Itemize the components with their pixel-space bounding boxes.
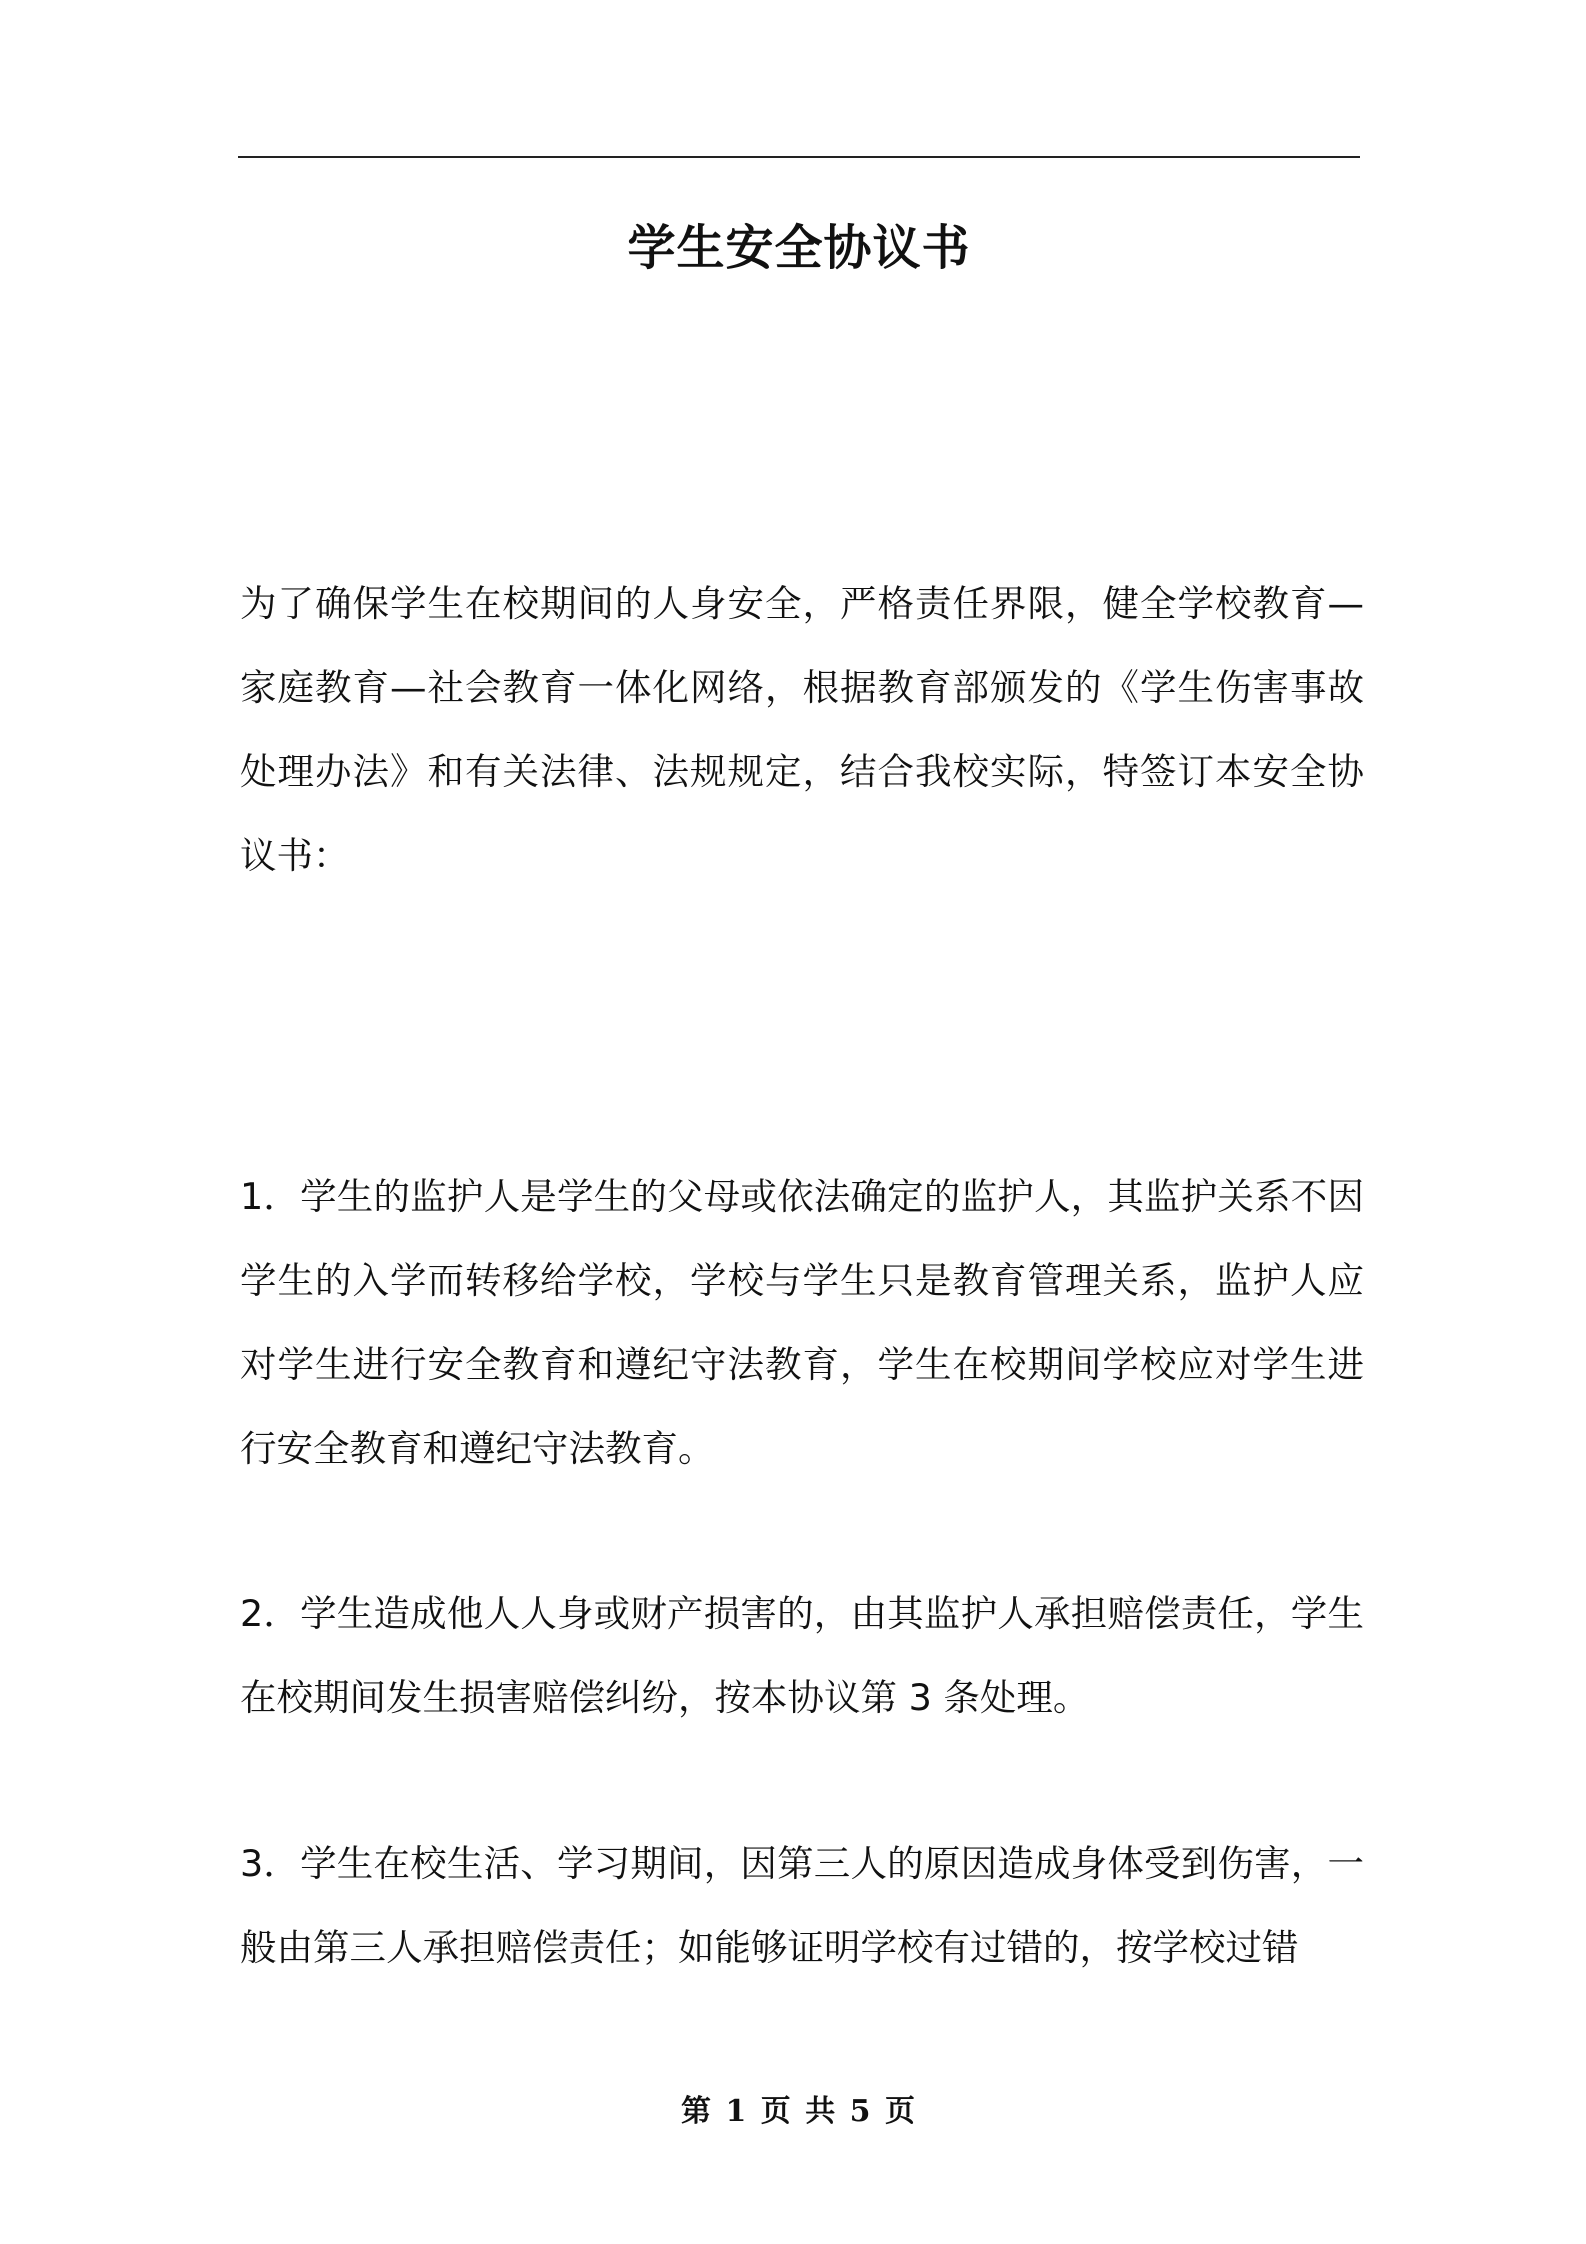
header-rule (238, 156, 1360, 158)
clause-3-paragraph: 3．学生在校生活、学习期间，因第三人的原因造成身体受到伤害，一般由第三人承担赔偿责任；如能够证明学校有过错的，按学校过错 (240, 1842, 1364, 1969)
clause-1-paragraph: 1．学生的监护人是学生的父母或依法确定的监护人，其监护关系不因学生的入学而转移给学校，学校与学生只是教育管理关系，监护人应对学生进行安全教育和遵纪守法教育，学生在校期间学校应对学生进行安全教育和遵纪守法教育。 (240, 1175, 1364, 1470)
intro-paragraph: 为了确保学生在校期间的人身安全，严格责任界限，健全学校教育—家庭教育—社会教育一体化网络，根据教育部颁发的《学生伤害事故处理办法》和有关法律、法规规定，结合我校实际，特签订本安全协议书： (240, 582, 1364, 877)
page-number-footer: 第 1 页 共 5 页 (681, 2094, 917, 2129)
document-title: 学生安全协议书 (627, 220, 971, 276)
clause-2-paragraph: 2．学生造成他人人身或财产损害的，由其监护人承担赔偿责任，学生在校期间发生损害赔偿纠纷，按本协议第 3 条处理。 (240, 1592, 1364, 1719)
